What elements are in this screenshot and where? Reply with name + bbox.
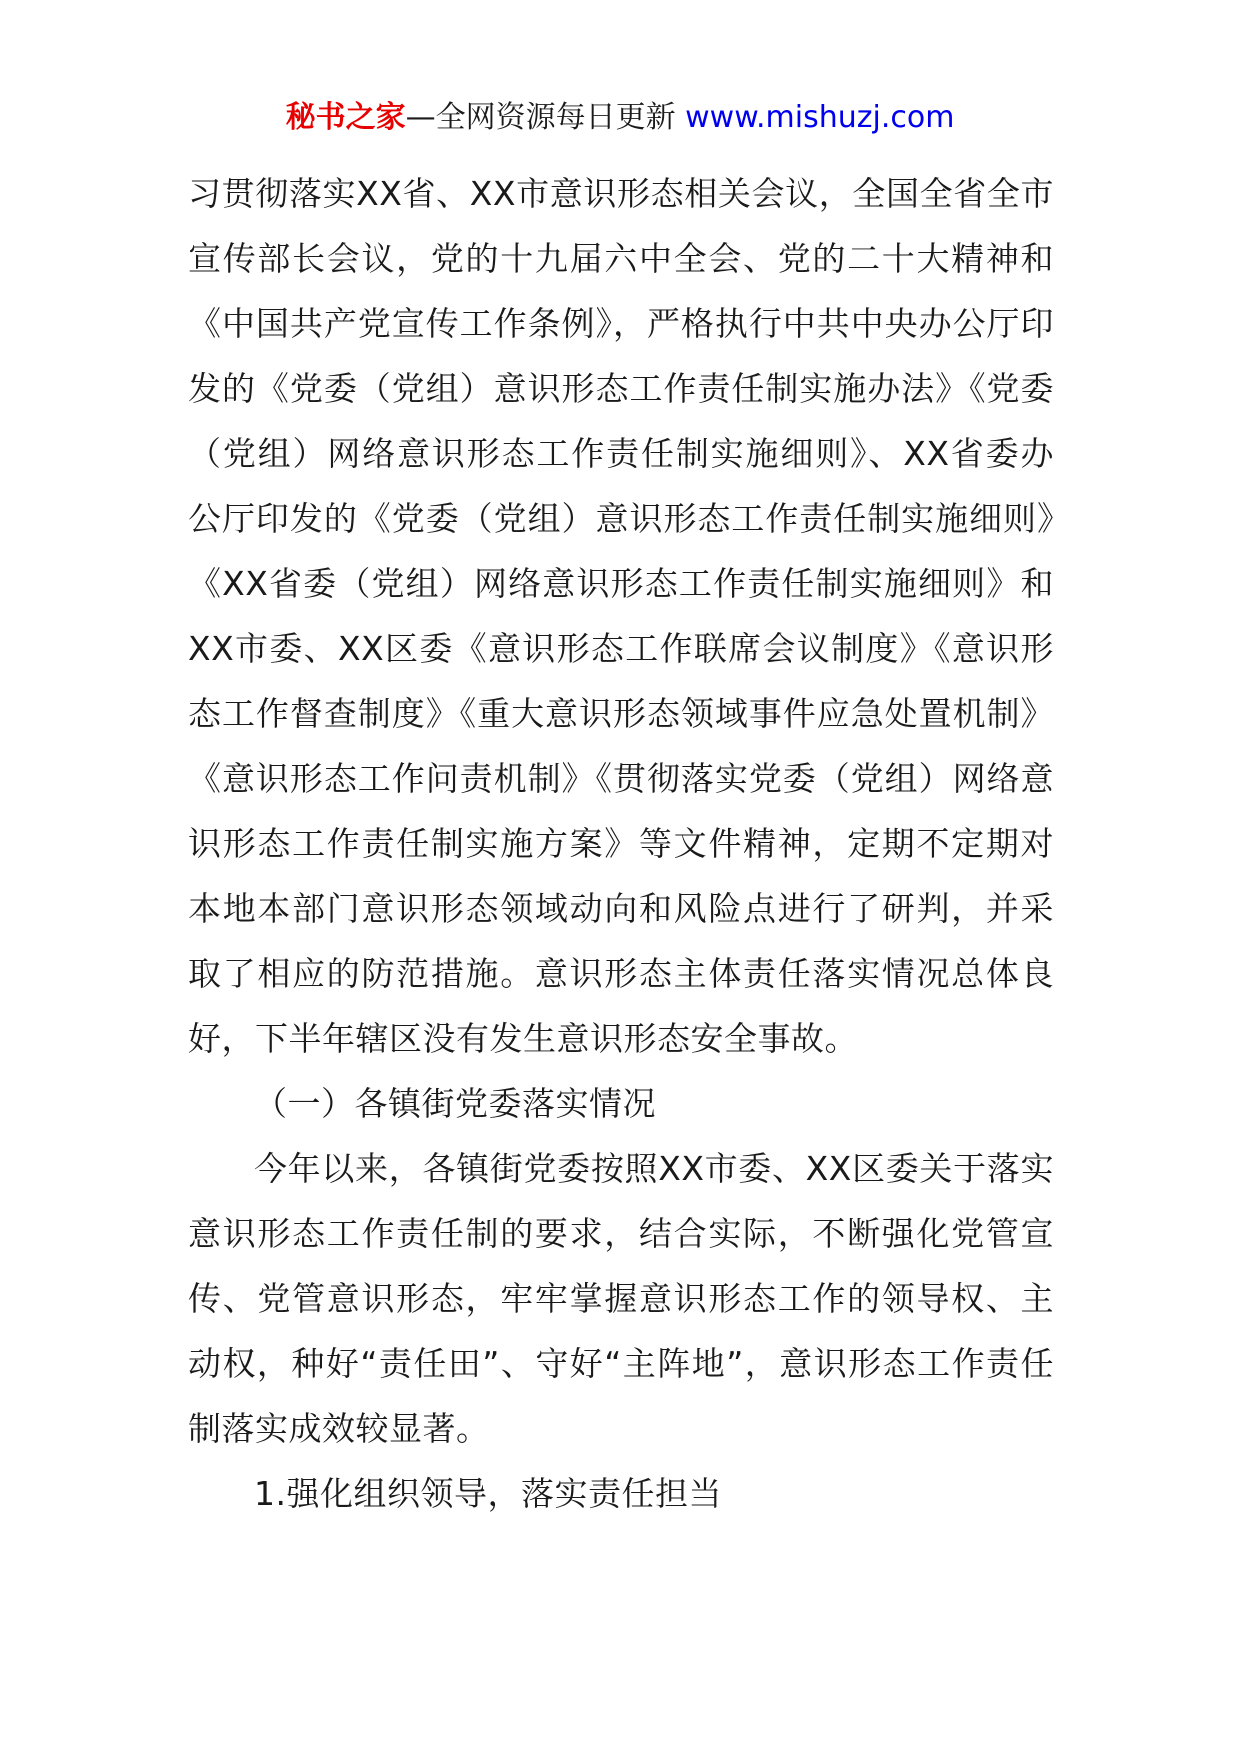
paragraph-town-party: 今年以来，各镇街党委按照XX市委、XX区委关于落实意识形态工作责任制的要求，结合实际，不断强化党管宣传、党管意识形态，牢牢掌握意识形态工作的领导权、主动权，种好“责任田”、守好“主阵地”，意识形态工作责任制落实成效较显著。	[188, 1149, 1054, 1448]
page-header	[0, 98, 1240, 138]
header-brand: 秘书之家	[285, 100, 406, 135]
document-body	[188, 161, 1054, 1526]
header-url-link[interactable]: www.mishuzj.com	[685, 100, 955, 135]
section-heading: （一）各镇街党委落实情况	[254, 1084, 656, 1123]
paragraph-intro: 习贯彻落实XX省、XX市意识形态相关会议，全国全省全市宣传部长会议，党的十九届六中全会、党的二十大精神和《中国共产党宣传工作条例》，严格执行中共中央办公厅印发的《党委（党组）意识形态工作责任制实施办法》《党委（党组）网络意识形态工作责任制实施细则》、XX省委办公厅印发的《党委（党组）意识形态工作责任制实施细则》《XX省委（党组）网络意识形态工作责任制实施细则》和XX市委、XX区委《意识形态工作联席会议制度》《意识形态工作督查制度》《重大意识形态领域事件应急处置机制》《意识形态工作问责机制》《贯彻落实党委（党组）网络意识形态工作责任制实施方案》等文件精神，定期不定期对本地本部门意识形态领域动向和风险点进行了研判，并采取了相应的防范措施。意识形态主体责任落实情况总体良好，下半年辖区没有发生意识形态安全事故。	[188, 174, 1054, 1058]
header-tagline: —全网资源每日更新	[405, 100, 676, 135]
subsection-heading: 1.强化组织领导，落实责任担当	[254, 1474, 722, 1513]
